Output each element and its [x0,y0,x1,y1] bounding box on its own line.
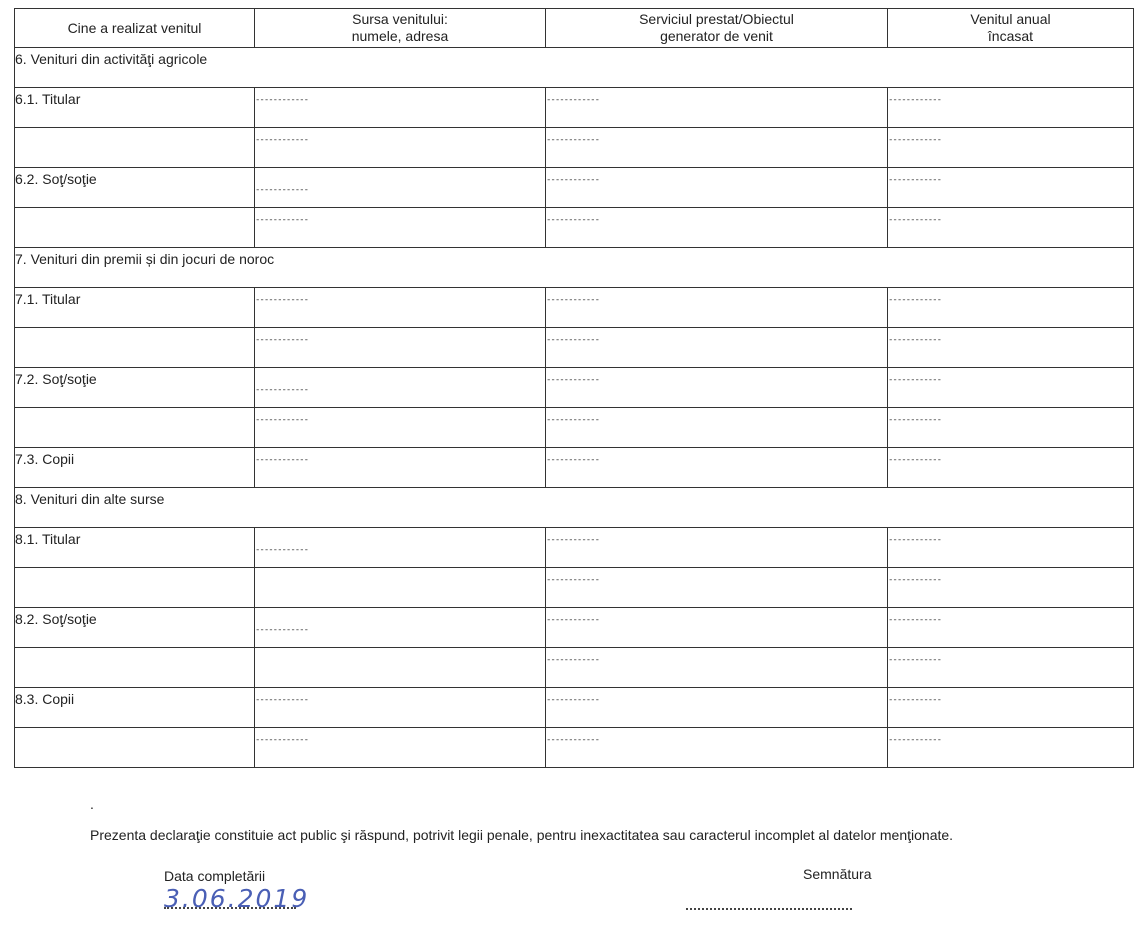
row-label-cell [15,408,255,448]
empty-dash: ------------ [255,735,309,745]
empty-dash: ------------ [255,625,309,635]
serviciul-cell [546,168,888,208]
empty-dash: ------------ [888,655,942,665]
venitul-cell [888,408,1134,448]
sursa-cell [255,408,546,448]
empty-dash: ------------ [888,295,942,305]
empty-dash: ------------ [546,135,600,145]
section-8-title: 8. Venituri din alte surse [15,491,165,507]
row-label-cell [15,568,255,608]
venitul-cell [888,448,1134,488]
header-sursa [255,9,546,48]
section-6-row [15,48,1134,88]
table-row [15,688,1134,728]
serviciul-cell [546,728,888,768]
header-cine [15,9,255,48]
empty-dash: ------------ [546,655,600,665]
venitul-cell [888,648,1134,688]
section-8-cell [15,488,1134,528]
venitul-cell [888,728,1134,768]
row-label-cell [15,688,255,728]
row-label-cell [15,208,255,248]
empty-dash: ------------ [888,535,942,545]
row-6-1-label: 6.1. Titular [15,91,81,107]
table-row [15,728,1134,768]
empty-dash: ------------ [255,415,309,425]
row-label-cell [15,608,255,648]
venitul-cell [888,168,1134,208]
row-label-cell [15,728,255,768]
row-8-1-label: 8.1. Titular [15,531,81,547]
sursa-cell [255,368,546,408]
header-sursa-text: Sursa venitului: numele, adresa [351,11,449,44]
empty-dash: ------------ [546,175,600,185]
empty-dash: ------------ [255,455,309,465]
sursa-cell [255,648,546,688]
venitul-cell [888,328,1134,368]
date-label: Data completării [164,868,266,884]
empty-dash: ------------ [546,295,600,305]
serviciul-cell [546,368,888,408]
table-row [15,448,1134,488]
section-7-row [15,248,1134,288]
venitul-cell [888,128,1134,168]
empty-dash: ------------ [546,615,600,625]
table-header-row [15,9,1134,48]
table-row [15,648,1134,688]
empty-dash: ------------ [546,335,600,345]
empty-dash: ------------ [255,695,309,705]
serviciul-cell [546,408,888,448]
serviciul-cell [546,88,888,128]
empty-dash: ------------ [546,535,600,545]
sursa-cell [255,208,546,248]
serviciul-cell [546,648,888,688]
empty-dash: ------------ [888,335,942,345]
signature-dotted-line [686,908,852,910]
row-label-cell [15,528,255,568]
empty-dash: ------------ [888,735,942,745]
table-row [15,88,1134,128]
serviciul-cell [546,448,888,488]
sursa-cell [255,328,546,368]
serviciul-cell [546,528,888,568]
table-row [15,528,1134,568]
empty-dash: ------------ [546,95,600,105]
section-6-cell [15,48,1134,88]
empty-dash: ------------ [255,135,309,145]
table-row [15,368,1134,408]
empty-dash: ------------ [888,375,942,385]
empty-dash: ------------ [546,415,600,425]
venitul-cell [888,688,1134,728]
table-row [15,288,1134,328]
serviciul-cell [546,128,888,168]
table-row [15,168,1134,208]
section-7-title: 7. Venituri din premii și din jocuri de noroc [15,251,275,267]
venitul-cell [888,528,1134,568]
sursa-cell [255,288,546,328]
empty-dash: ------------ [546,695,600,705]
table-row [15,328,1134,368]
empty-dash: ------------ [546,375,600,385]
empty-dash: ------------ [888,415,942,425]
sursa-cell [255,728,546,768]
row-label-cell [15,88,255,128]
empty-dash: ------------ [255,545,309,555]
empty-dash: ------------ [255,295,309,305]
table-row [15,128,1134,168]
table-row [15,568,1134,608]
empty-dash: ------------ [546,575,600,585]
sursa-cell [255,688,546,728]
section-7-cell [15,248,1134,288]
sursa-cell [255,448,546,488]
venitul-cell [888,288,1134,328]
venitul-cell [888,568,1134,608]
empty-dash: ------------ [888,695,942,705]
row-label-cell [15,288,255,328]
row-8-2-label: 8.2. Soţ/soţie [15,611,97,627]
serviciul-cell [546,288,888,328]
stray-dot: . [90,796,94,812]
venitul-cell [888,208,1134,248]
venitul-cell [888,88,1134,128]
row-label-cell [15,168,255,208]
header-venitul [888,9,1134,48]
empty-dash: ------------ [546,215,600,225]
empty-dash: ------------ [888,175,942,185]
sursa-cell [255,88,546,128]
declaration-text: Prezenta declaraţie constituie act public şi răspund, potrivit legii penale, pentru inexactitatea sau caracterul incomplet al datelor menţionate. [90,827,954,843]
empty-dash: ------------ [888,215,942,225]
empty-dash: ------------ [255,335,309,345]
income-table [14,8,1134,768]
header-serviciul [546,9,888,48]
serviciul-cell [546,608,888,648]
empty-dash: ------------ [888,135,942,145]
empty-dash: ------------ [888,575,942,585]
empty-dash: ------------ [888,615,942,625]
header-venitul-text: Venitul anual încasat [970,11,1051,44]
venitul-cell [888,608,1134,648]
sursa-cell [255,608,546,648]
row-8-3-label: 8.3. Copii [15,691,75,707]
venitul-cell [888,368,1134,408]
row-label-cell [15,128,255,168]
table-row [15,208,1134,248]
empty-dash: ------------ [546,735,600,745]
serviciul-cell [546,688,888,728]
header-serviciul-text: Serviciul prestat/Obiectul generator de venit [639,11,794,44]
serviciul-cell [546,208,888,248]
empty-dash: ------------ [255,385,309,395]
row-label-cell [15,328,255,368]
serviciul-cell [546,328,888,368]
empty-dash: ------------ [888,95,942,105]
row-label-cell [15,448,255,488]
row-label-cell [15,648,255,688]
empty-dash: ------------ [255,215,309,225]
row-7-2-label: 7.2. Soţ/soţie [15,371,97,387]
table-row [15,408,1134,448]
table-row [15,608,1134,648]
section-6-title: 6. Venituri din activităţi agricole [15,51,208,67]
empty-dash: ------------ [546,455,600,465]
sursa-cell [255,568,546,608]
row-7-1-label: 7.1. Titular [15,291,81,307]
section-8-row [15,488,1134,528]
date-dotted-line [164,907,296,909]
empty-dash: ------------ [888,455,942,465]
row-7-3-label: 7.3. Copii [15,451,75,467]
sursa-cell [255,168,546,208]
sursa-cell [255,128,546,168]
serviciul-cell [546,568,888,608]
row-label-cell [15,368,255,408]
empty-dash: ------------ [255,95,309,105]
date-value: 3.06.2019 [164,884,310,913]
signature-label: Semnătura [803,866,872,882]
row-6-2-label: 6.2. Soţ/soţie [15,171,97,187]
header-cine-text: Cine a realizat venitul [67,19,202,36]
empty-dash: ------------ [255,185,309,195]
sursa-cell [255,528,546,568]
